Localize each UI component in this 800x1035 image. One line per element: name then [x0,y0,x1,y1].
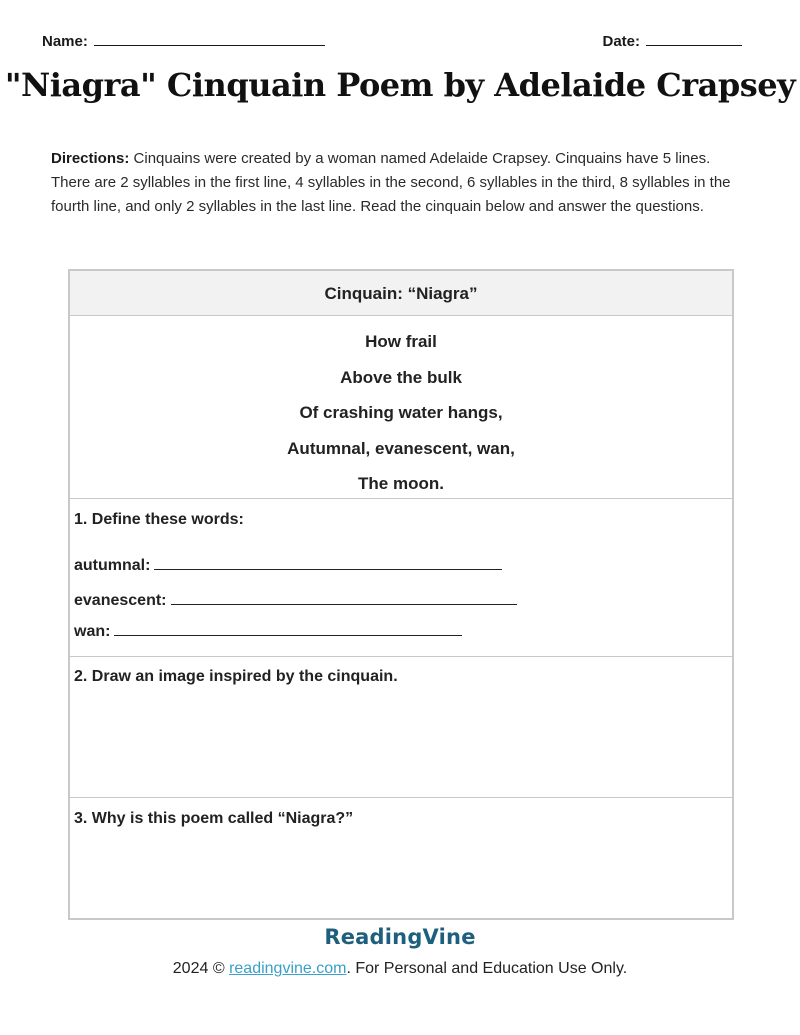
name-label: Name: [42,33,88,50]
name-field[interactable] [42,33,325,50]
definition-word: evanescent: [74,592,167,609]
question-1-title: 1. Define these words: [74,511,244,528]
answer-line[interactable] [154,558,502,570]
poem-line: The moon. [358,474,444,493]
poem-line: How frail [365,332,437,351]
poem-line: Autumnal, evanescent, wan, [287,438,515,458]
directions-label: Directions: [51,150,130,167]
date-input-line[interactable] [646,33,742,46]
directions [51,147,751,219]
readingvine-logo: ReadingVine [324,925,476,949]
answer-line[interactable] [114,624,462,636]
date-label: Date: [602,33,640,50]
question-1-section [70,499,732,657]
name-input-line[interactable] [94,33,325,46]
definition-word: autumnal: [74,557,151,574]
question-3-section[interactable] [70,798,732,918]
header-row [42,33,742,53]
poem-line: Above the bulk [340,367,462,387]
question-2-section[interactable] [70,657,732,798]
poem-body [70,316,732,499]
page-title: "Niagra" Cinquain Poem by Adelaide Crapsey [4,66,796,104]
poem-line: Of crashing water hangs, [299,403,503,422]
question-2-title: 2. Draw an image inspired by the cinquain. [74,668,398,685]
answer-line[interactable] [171,593,517,605]
footer [0,960,800,978]
definition-row-autumnal[interactable] [74,557,502,575]
definition-row-evanescent[interactable] [74,592,517,610]
directions-text: Cinquains were created by a woman named Adelaide Crapsey. Cinquains have 5 lines. There are 2 syllables in the first line, 4 syllables in the second, 6 syllables in the third, 8 syllables in the fourth line, and only 2 syllables in the last line. Read the cinquain below and answer the questions. [51,150,731,215]
footer-link[interactable]: readingvine.com [229,960,347,977]
definition-row-wan[interactable] [74,623,462,641]
date-field[interactable] [602,33,742,50]
footer-prefix: 2024 © [172,960,230,977]
question-3-title: 3. Why is this poem called “Niagra?” [74,810,354,827]
worksheet-table [68,269,734,920]
footer-suffix: . For Personal and Education Use Only. [346,960,628,977]
poem-heading: Cinquain: “Niagra” [70,271,732,316]
definition-word: wan: [74,623,111,640]
